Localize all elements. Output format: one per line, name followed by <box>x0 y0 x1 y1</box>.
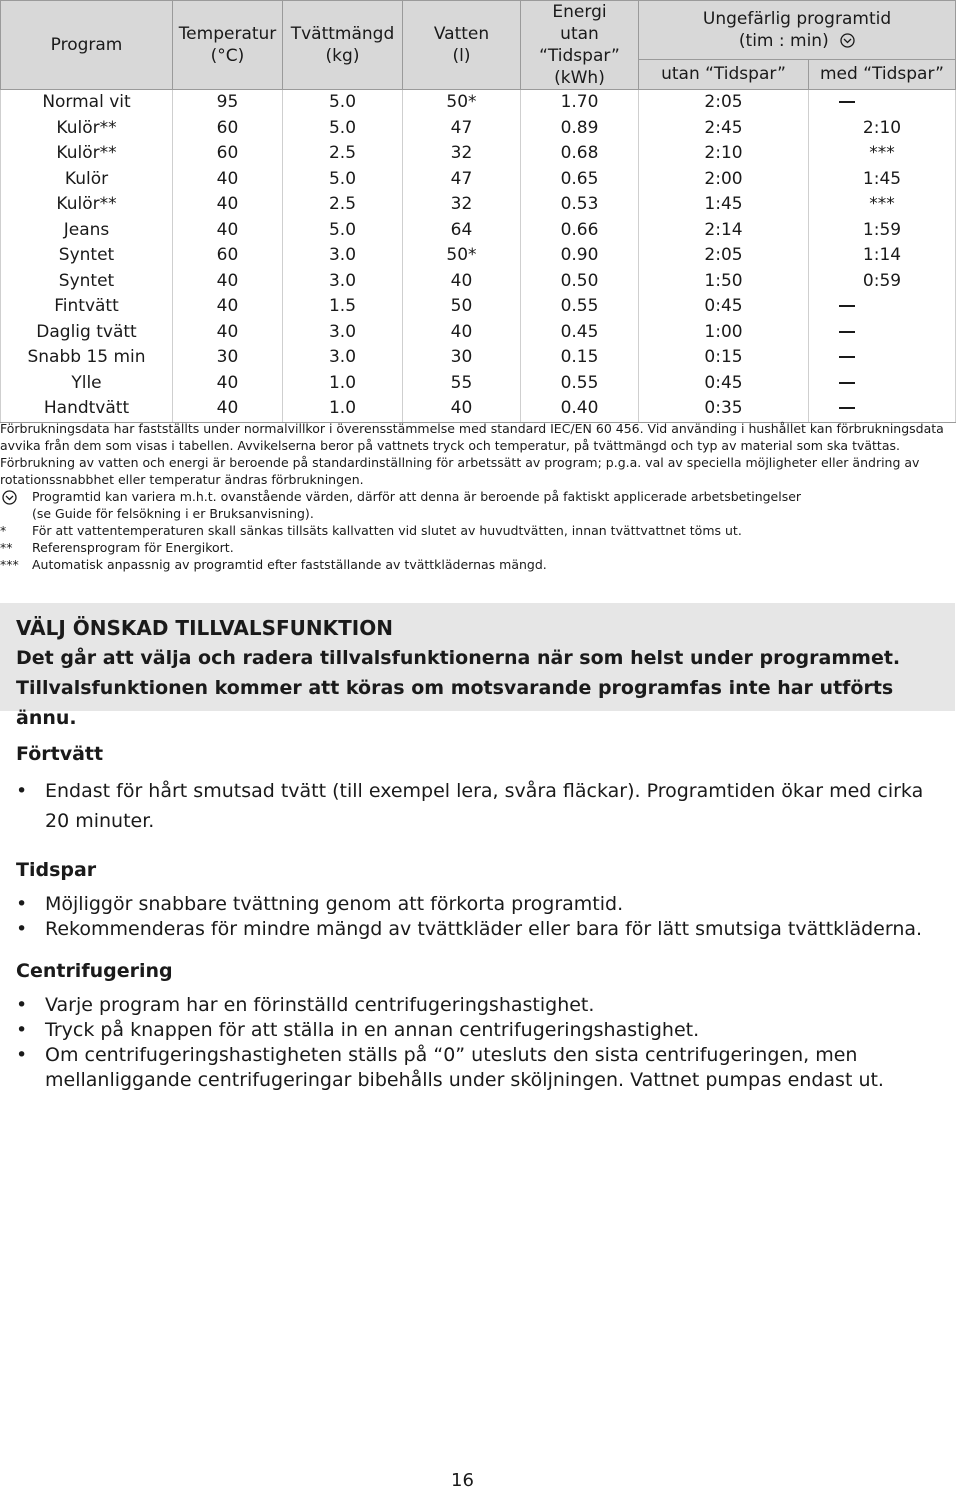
header-load: Tvättmängd (kg) <box>283 1 403 90</box>
cell-energy: 1.70 <box>521 90 639 116</box>
bullet-item: • Rekommenderas för mindre mängd av tvättkläder eller bara för lätt smutsiga tvättkläderna. <box>16 917 936 942</box>
note-text: Automatisk anpassnig av programtid efter fastställande av tvättklädernas mängd. <box>32 557 547 572</box>
cell-energy: 0.50 <box>521 269 639 295</box>
cell-temp: 40 <box>173 269 283 295</box>
cell-load: 2.5 <box>283 141 403 167</box>
cell-program: Kulör** <box>1 141 173 167</box>
notes <box>0 420 955 573</box>
cell-energy: 0.55 <box>521 371 639 397</box>
cell-program: Kulör** <box>1 192 173 218</box>
cell-without: 2:10 <box>639 141 809 167</box>
cell-temp: 30 <box>173 345 283 371</box>
cell-water: 50* <box>403 243 521 269</box>
cell-temp: 40 <box>173 167 283 193</box>
note-star2 <box>0 539 955 556</box>
cell-load: 2.5 <box>283 192 403 218</box>
cell-load: 3.0 <box>283 269 403 295</box>
header-program: Program <box>1 1 173 90</box>
dash-mark <box>839 407 855 409</box>
cell-without: 0:45 <box>639 294 809 320</box>
bullet-item: • Varje program har en förinställd centrifugeringshastighet. <box>16 993 936 1018</box>
cell-without: 1:45 <box>639 192 809 218</box>
cell-energy: 0.65 <box>521 167 639 193</box>
section-title: Förtvätt <box>16 743 104 765</box>
cell-without: 1:00 <box>639 320 809 346</box>
note-clock-text: Programtid kan variera m.h.t. ovanstående värden, därför att denna är beroende på faktiskt applicerade arbetsbetingelser <box>32 489 802 504</box>
dash-mark <box>839 382 855 384</box>
cell-with: 2:10 <box>809 116 956 142</box>
cell-water: 50* <box>403 90 521 116</box>
banner-title: VÄLJ ÖNSKAD TILLVALSFUNKTION <box>16 616 393 640</box>
bullet-item: • Om centrifugeringshastigheten ställs på “0” utesluts den sista centrifugeringen, men mellanliggande centrifugeringar bibehålls under sköljningen. Vattnet pumpas endast ut. <box>16 1043 936 1093</box>
cell-water: 40 <box>403 396 521 422</box>
cell-with <box>809 396 956 422</box>
cell-temp: 40 <box>173 396 283 422</box>
cell-water: 47 <box>403 167 521 193</box>
cell-with <box>809 371 956 397</box>
table-row <box>1 218 956 244</box>
cell-energy: 0.40 <box>521 396 639 422</box>
cell-with <box>809 90 956 116</box>
bullet-item: • Tryck på knappen för att ställa in en annan centrifugeringshastighet. <box>16 1018 936 1043</box>
cell-program: Kulör <box>1 167 173 193</box>
cell-without: 0:15 <box>639 345 809 371</box>
cell-program: Handtvätt <box>1 396 173 422</box>
cell-water: 40 <box>403 269 521 295</box>
cell-with <box>809 345 956 371</box>
cell-without: 2:05 <box>639 90 809 116</box>
cell-program: Syntet <box>1 243 173 269</box>
table-row <box>1 167 956 193</box>
cell-with <box>809 294 956 320</box>
cell-without: 1:50 <box>639 269 809 295</box>
cell-with <box>809 320 956 346</box>
header-water: Vatten (l) <box>403 1 521 90</box>
table-row <box>1 371 956 397</box>
header-time-with: med “Tidspar” <box>809 59 956 89</box>
cell-program: Daglig tvätt <box>1 320 173 346</box>
cell-water: 47 <box>403 116 521 142</box>
notes-intro: Förbrukningsdata har fastställts under normalvillkor i överensstämmelse med standard IEC/EN 60 456. Vid använding i hushållet kan förbrukningsdata avvika från dem som visas i tabellen. Avvikelserna beror på vattnets tryck och temperatur, på tvättmängd och typ av material som ska tvättas. Förbrukning av vatten och energi är beroende på standardinställning för arbetssätt av program; p.g.a. val av speciella möjligheter eller ändring av rotationssnabbhet eller temperatur ändras förbrukningen. <box>0 421 944 487</box>
dash-mark <box>839 305 855 307</box>
header-time-without: utan “Tidspar” <box>639 59 809 89</box>
cell-load: 1.0 <box>283 371 403 397</box>
cell-energy: 0.53 <box>521 192 639 218</box>
banner-line-1: Det går att välja och radera tillvalsfunktionerna när som helst under programmet. <box>16 647 901 669</box>
cell-energy: 0.45 <box>521 320 639 346</box>
section-title: Centrifugering <box>16 960 173 982</box>
cell-load: 5.0 <box>283 167 403 193</box>
dash-mark <box>839 101 855 103</box>
cell-with: 1:14 <box>809 243 956 269</box>
note-clock-text-2: (se Guide för felsökning i er Bruksanvisning). <box>32 506 314 521</box>
table-row <box>1 243 956 269</box>
cell-temp: 60 <box>173 243 283 269</box>
cell-without: 0:35 <box>639 396 809 422</box>
cell-load: 3.0 <box>283 345 403 371</box>
cell-energy: 0.68 <box>521 141 639 167</box>
note-text: För att vattentemperaturen skall sänkas tillsäts kallvatten vid slutet av huvudtvätten, innan tvättvattnet töms ut. <box>32 523 742 538</box>
note-symbol: ** <box>0 540 13 555</box>
cell-temp: 40 <box>173 294 283 320</box>
cell-energy: 0.55 <box>521 294 639 320</box>
cell-with: 1:45 <box>809 167 956 193</box>
table-row <box>1 294 956 320</box>
table-row <box>1 116 956 142</box>
header-energy: Energi utan “Tidspar” (kWh) <box>521 1 639 90</box>
section-fortvatt <box>16 740 936 836</box>
program-table <box>0 0 956 423</box>
cell-water: 32 <box>403 141 521 167</box>
banner-line-2: Tillvalsfunktionen kommer att köras om motsvarande programfas inte har utförts ännu. <box>16 677 894 729</box>
note-star3 <box>0 556 955 573</box>
note-clock <box>0 488 955 522</box>
cell-program: Syntet <box>1 269 173 295</box>
note-symbol: * <box>0 523 7 538</box>
section-centrifugering <box>16 957 936 1093</box>
cell-program: Normal vit <box>1 90 173 116</box>
cell-load: 5.0 <box>283 116 403 142</box>
cell-water: 32 <box>403 192 521 218</box>
page-number: 16 <box>451 1470 474 1491</box>
cell-with: 1:59 <box>809 218 956 244</box>
cell-water: 55 <box>403 371 521 397</box>
cell-without: 2:14 <box>639 218 809 244</box>
section-tidspar <box>16 856 936 942</box>
dash-mark <box>839 331 855 333</box>
cell-energy: 0.90 <box>521 243 639 269</box>
cell-water: 30 <box>403 345 521 371</box>
cell-program: Fintvätt <box>1 294 173 320</box>
table-row <box>1 345 956 371</box>
clock-icon <box>2 490 17 505</box>
table-row <box>1 269 956 295</box>
bullet-item: • Möjliggör snabbare tvättning genom att förkorta programtid. <box>16 892 936 917</box>
table-row <box>1 320 956 346</box>
table-row <box>1 396 956 422</box>
header-program-time: Ungefärlig programtid (tim : min) <box>639 1 956 60</box>
cell-energy: 0.66 <box>521 218 639 244</box>
note-text: Referensprogram för Energikort. <box>32 540 234 555</box>
cell-with: 0:59 <box>809 269 956 295</box>
cell-program: Snabb 15 min <box>1 345 173 371</box>
cell-load: 1.5 <box>283 294 403 320</box>
cell-water: 40 <box>403 320 521 346</box>
cell-load: 5.0 <box>283 218 403 244</box>
cell-temp: 60 <box>173 116 283 142</box>
cell-load: 3.0 <box>283 243 403 269</box>
cell-temp: 40 <box>173 218 283 244</box>
cell-load: 3.0 <box>283 320 403 346</box>
cell-water: 50 <box>403 294 521 320</box>
note-symbol: *** <box>0 557 19 572</box>
section-title: Tidspar <box>16 859 97 881</box>
cell-load: 1.0 <box>283 396 403 422</box>
cell-temp: 40 <box>173 192 283 218</box>
cell-without: 2:05 <box>639 243 809 269</box>
header-temperature: Temperatur (°C) <box>173 1 283 90</box>
note-star1 <box>0 522 955 539</box>
cell-load: 5.0 <box>283 90 403 116</box>
option-banner <box>0 603 955 729</box>
cell-program: Ylle <box>1 371 173 397</box>
cell-temp: 40 <box>173 320 283 346</box>
table-row <box>1 90 956 116</box>
cell-without: 2:00 <box>639 167 809 193</box>
table-row <box>1 192 956 218</box>
cell-with: *** <box>809 141 956 167</box>
cell-temp: 95 <box>173 90 283 116</box>
cell-without: 2:45 <box>639 116 809 142</box>
cell-energy: 0.89 <box>521 116 639 142</box>
clock-icon <box>840 33 855 48</box>
cell-temp: 40 <box>173 371 283 397</box>
table-row <box>1 141 956 167</box>
cell-temp: 60 <box>173 141 283 167</box>
cell-program: Kulör** <box>1 116 173 142</box>
cell-energy: 0.15 <box>521 345 639 371</box>
cell-without: 0:45 <box>639 371 809 397</box>
cell-water: 64 <box>403 218 521 244</box>
cell-program: Jeans <box>1 218 173 244</box>
dash-mark <box>839 356 855 358</box>
cell-with: *** <box>809 192 956 218</box>
bullet-item: • Endast för hårt smutsad tvätt (till exempel lera, svåra fläckar). Programtiden ökar med cirka 20 minuter. <box>16 776 936 836</box>
